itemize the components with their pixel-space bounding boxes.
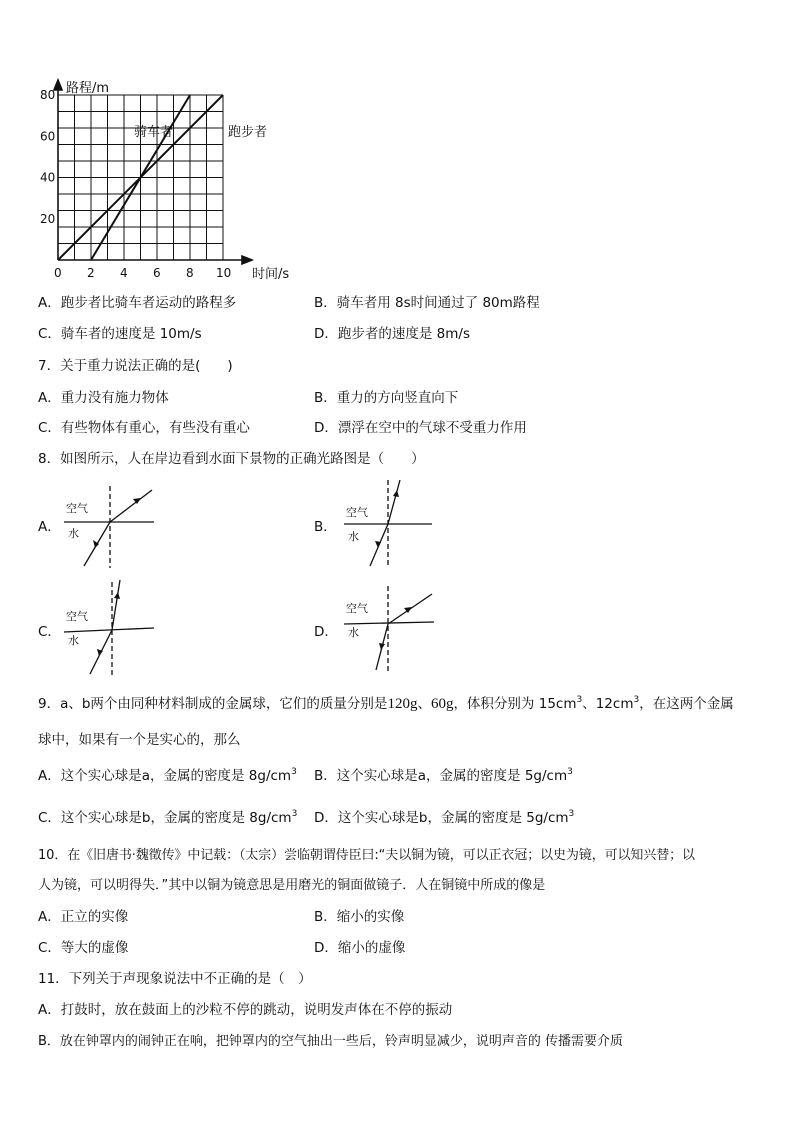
q11-option-a: A．打鼓时，放在鼓面上的沙粒不停的跳动，说明发声体在不停的振动 <box>38 1002 453 1018</box>
water-label: 水 <box>348 626 359 639</box>
water-label: 水 <box>348 530 359 543</box>
y-tick-label: 60 <box>40 129 56 144</box>
x-tick-label: 8 <box>186 266 194 280</box>
q9-option-b: B．这个实心球是a，金属的密度是 $5g/cm^3$ <box>314 767 573 784</box>
q10-option-a: A．正立的实像 <box>38 909 129 925</box>
air-label: 空气 <box>346 506 368 519</box>
q9-stem-3: ，在这两个金属 <box>639 696 734 712</box>
q8-diagram-a <box>62 482 162 572</box>
air-label: 空气 <box>346 602 368 615</box>
q7-option-d: D．漂浮在空中的气球不受重力作用 <box>314 420 527 436</box>
q8-diagram-d <box>340 584 440 674</box>
water-label: 水 <box>68 634 79 647</box>
q6-option-a: A．跑步者比骑车者运动的路程多 <box>38 295 237 311</box>
y-tick-label: 40 <box>40 170 56 185</box>
q8-stem: 8．如图所示，人在岸边看到水面下景物的正确光路图是（ ） <box>38 451 425 467</box>
runner-label: 跑步者 <box>228 125 268 140</box>
x-tick-label: 2 <box>87 266 95 280</box>
q9-sep: 、 <box>417 696 431 712</box>
q8-label-c: C． <box>38 624 61 640</box>
rider-label: 骑车者 <box>134 125 174 140</box>
y-tick-label: 20 <box>40 211 56 226</box>
q9-stem-line2: 球中，如果有一个是实心的，那么 <box>38 732 241 748</box>
q6-option-b: B．骑车者用 8s时间通过了 80m路程 <box>314 295 540 311</box>
y-axis-label: 路程/m <box>66 81 110 96</box>
q9-stem-2: ，体积分别为 15cm <box>453 696 577 712</box>
mass-b: 60g <box>430 696 454 712</box>
q9-stem <box>38 692 734 713</box>
graph-axes <box>54 80 252 264</box>
q8-label-d: D． <box>314 624 338 640</box>
q11-stem: 11．下列关于声现象说法中不正确的是（ ） <box>38 971 312 987</box>
y-tick-label: 80 <box>40 88 56 102</box>
air-label: 空气 <box>66 502 88 515</box>
q8-label-a: A． <box>38 519 61 535</box>
q10-stem-line2: 人为镜，可以明得失．”其中以铜为镜意思是用磨光的铜面做镜子．人在铜镜中所成的像是 <box>38 878 546 893</box>
q7-option-b: B．重力的方向竖直向下 <box>314 390 459 406</box>
q7-stem: 7．关于重力说法正确的是( ) <box>38 358 233 374</box>
q9-option-c: C．这个实心球是b，金属的密度是 $8g/cm^3$ <box>38 809 298 826</box>
superscript: 3 <box>633 695 640 705</box>
q9-stem-1: 9．a、b两个由同种材料制成的金属球，它们的质量分别是 <box>38 696 388 712</box>
q10-option-d: D．缩小的虚像 <box>314 940 406 956</box>
mass-a: 120g <box>387 696 418 712</box>
q11-option-b: B．放在钟罩内的闹钟正在响，把钟罩内的空气抽出一些后，铃声明显减少，说明声音的 传播需要介质 <box>38 1034 624 1049</box>
superscript: 3 <box>576 695 583 705</box>
q6-option-d: D．跑步者的速度是 8m/s <box>314 326 471 342</box>
x-tick-label: 6 <box>153 266 161 280</box>
q8-diagram-b <box>340 478 440 570</box>
q8-label-b: B． <box>314 519 337 535</box>
x-tick-label: 4 <box>120 266 128 280</box>
distance-time-graph <box>30 72 300 287</box>
x-tick-label: 0 <box>54 266 62 280</box>
x-tick-label: 10 <box>216 266 232 280</box>
q9-option-a: A．这个实心球是a，金属的密度是 $8g/cm^3$ <box>38 767 297 784</box>
q10-option-b: B．缩小的实像 <box>314 909 405 925</box>
q6-option-c: C．骑车者的速度是 10m/s <box>38 326 202 342</box>
x-axis-label: 时间/s <box>252 267 290 282</box>
water-label: 水 <box>68 527 79 540</box>
q7-option-a: A．重力没有施力物体 <box>38 390 169 406</box>
q8-diagram-c <box>62 578 162 678</box>
q7-option-c: C．有些物体有重心，有些没有重心 <box>38 420 250 436</box>
q10-option-c: C．等大的虚像 <box>38 940 129 956</box>
q10-stem-line1: 10．在《旧唐书·魏徵传》中记载：（太宗）尝临朝谓侍臣曰:“夫以铜为镜，可以正衣冠；以史为镜，可以知兴替；以 <box>38 848 695 863</box>
q9-v-sep: 、12cm <box>582 696 634 712</box>
air-label: 空气 <box>66 610 88 623</box>
q9-option-d: D．这个实心球是b，金属的密度是 $5g/cm^3$ <box>314 809 575 826</box>
